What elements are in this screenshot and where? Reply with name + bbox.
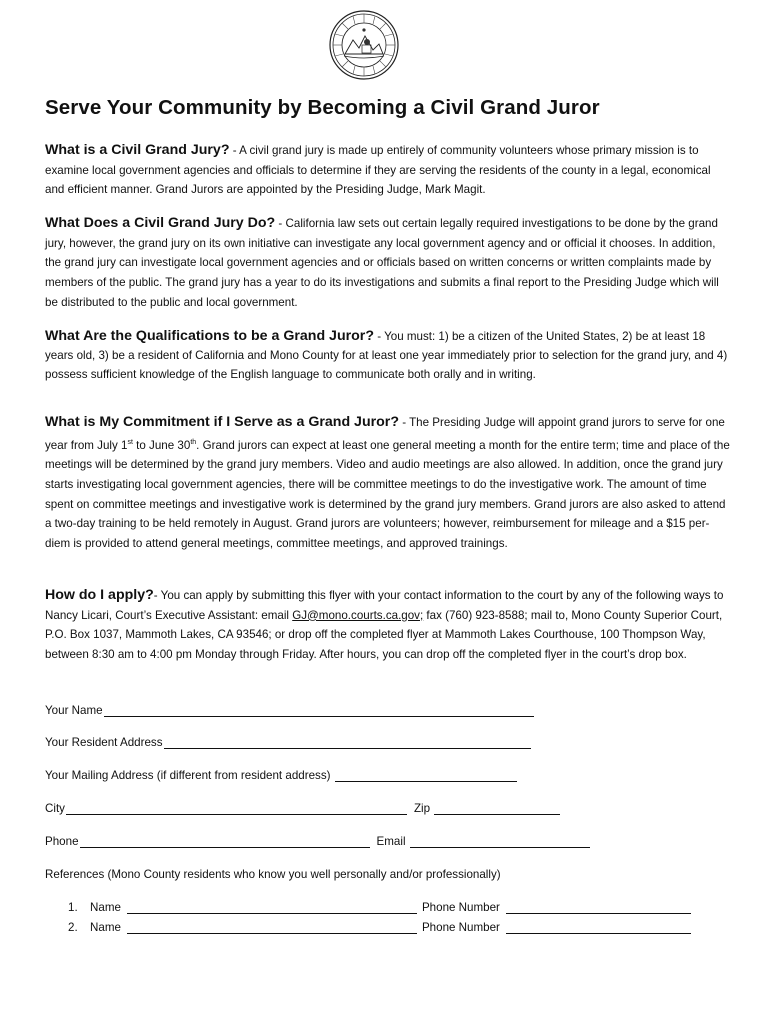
section-body: - You must: 1) be a citizen of the United States, 2) be at least 18 years old, 3) be a resident of California and Mono County for at least one year immediately prior to selection for the grand jury, and 4) possess sufficient knowledge of the English language to communicate both orally and in writing. (45, 330, 728, 381)
section-commitment (45, 413, 730, 554)
reference-phone-field[interactable] (506, 901, 691, 914)
mailing-address-field[interactable] (335, 769, 517, 782)
section-heading: How do I apply? (45, 587, 154, 603)
section-heading: What is My Commitment if I Serve as a Grand Juror? (45, 414, 399, 430)
reference-phone-field[interactable] (506, 921, 691, 934)
superscript: st (127, 438, 133, 446)
reference-phone-label: Phone Number (421, 901, 500, 914)
section-qualifications (45, 327, 730, 384)
name-field[interactable] (104, 704, 534, 717)
section-body: - You can apply by submitting this flyer with your contact information to the court by any of the following ways to Nancy Licari, Court’s Executive Assistant: email (45, 589, 724, 622)
name-label: Your Name (45, 704, 103, 717)
zip-label: Zip (413, 802, 431, 815)
court-seal-icon (329, 10, 399, 80)
superscript: th (190, 438, 197, 446)
section-heading: What Does a Civil Grand Jury Do? (45, 215, 276, 231)
resident-label: Your Resident Address (45, 736, 163, 749)
reference-row (68, 901, 692, 914)
phone-email-row (45, 835, 591, 848)
section-body: - The Presiding Judge will appoint grand jurors to serve for one year from July 1 (45, 416, 725, 452)
resident-address-field[interactable] (164, 736, 531, 749)
section-body: - A civil grand jury is made up entirely of community volunteers whose primary mission is to examine local government agencies and officials to determine if they are serving the residents of the county in a legal, economical and efficient manner. Grand Jurors are appointed by the Presiding Judge, Mark Magit. (45, 144, 711, 197)
reference-number: 2. (68, 921, 78, 934)
email-field[interactable] (410, 835, 590, 848)
email-label: Email (376, 835, 406, 848)
phone-field[interactable] (80, 835, 370, 848)
section-what-does (45, 214, 730, 313)
section-body: - California law sets out certain legally required investigations to be done by the grand jury, however, the grand jury on its own initiative can investigate any local government agency and or official it chooses. In addition, the grand jury can investigate local government agencies and or officials based on written concerns or written complaints made by members of the public. The grand jury has a year to do its investigations and submits a final report to the Presiding Judge which will be distributed to the public and local government. (45, 217, 719, 309)
reference-name-field[interactable] (127, 901, 417, 914)
city-field[interactable] (66, 802, 407, 815)
page-title: Serve Your Community by Becoming a Civil Grand Juror (45, 96, 600, 119)
city-zip-row (45, 802, 561, 815)
section-how-apply (45, 586, 730, 665)
section-body: fax (760) 923-8588; mail to, Mono County Superior Court, P.O. Box 1037, Mammoth Lakes, CA 93546; or drop off the completed flyer at Mammoth Lakes Courthouse, 100 Thompson Way, between 8:30 am to 4:00 pm Monday through Friday. After hours, you can drop off the completed flyer in the court’s drop box. (45, 608, 723, 662)
zip-field[interactable] (434, 802, 560, 815)
city-label: City (45, 802, 65, 815)
references-heading: References (Mono County residents who know you well personally and/or professionally) (45, 868, 501, 881)
section-heading: What is a Civil Grand Jury? (45, 142, 230, 158)
phone-label: Phone (45, 835, 79, 848)
reference-phone-label: Phone Number (421, 921, 500, 934)
mailing-row (45, 769, 518, 782)
section-what-is (45, 141, 730, 200)
reference-number: 1. (68, 901, 78, 914)
reference-name-label: Name (90, 921, 121, 934)
section-body: to June 30 (132, 438, 191, 452)
email-link[interactable]: GJ@mono.courts.ca.gov; (292, 608, 424, 622)
section-heading: What Are the Qualifications to be a Grand Juror? (45, 328, 374, 344)
resident-row (45, 736, 532, 749)
name-row (45, 704, 535, 717)
mailing-label: Your Mailing Address (if different from resident address) (45, 769, 331, 782)
reference-row (68, 921, 692, 934)
section-body: . Grand jurors can expect at least one general meeting a month for the entire term; time and place of the meetings will be determined by the grand jury members. Video and audio meetings are also allowed. In addition, once the grand jury starts investigating local government agencies, there will be committee meetings to do the investigative work. The amount of time spent on committee meetings and investigative work is determined by the grand jury members. Grand jurors are also asked to attend a two-day training to be held remotely in August. Grand jurors are volunteers; however, reimbursement for mileage and a $15 per-diem is provided to attend general meetings, committee meetings, and approved trainings. (45, 438, 730, 551)
reference-name-field[interactable] (127, 921, 417, 934)
reference-name-label: Name (90, 901, 121, 914)
